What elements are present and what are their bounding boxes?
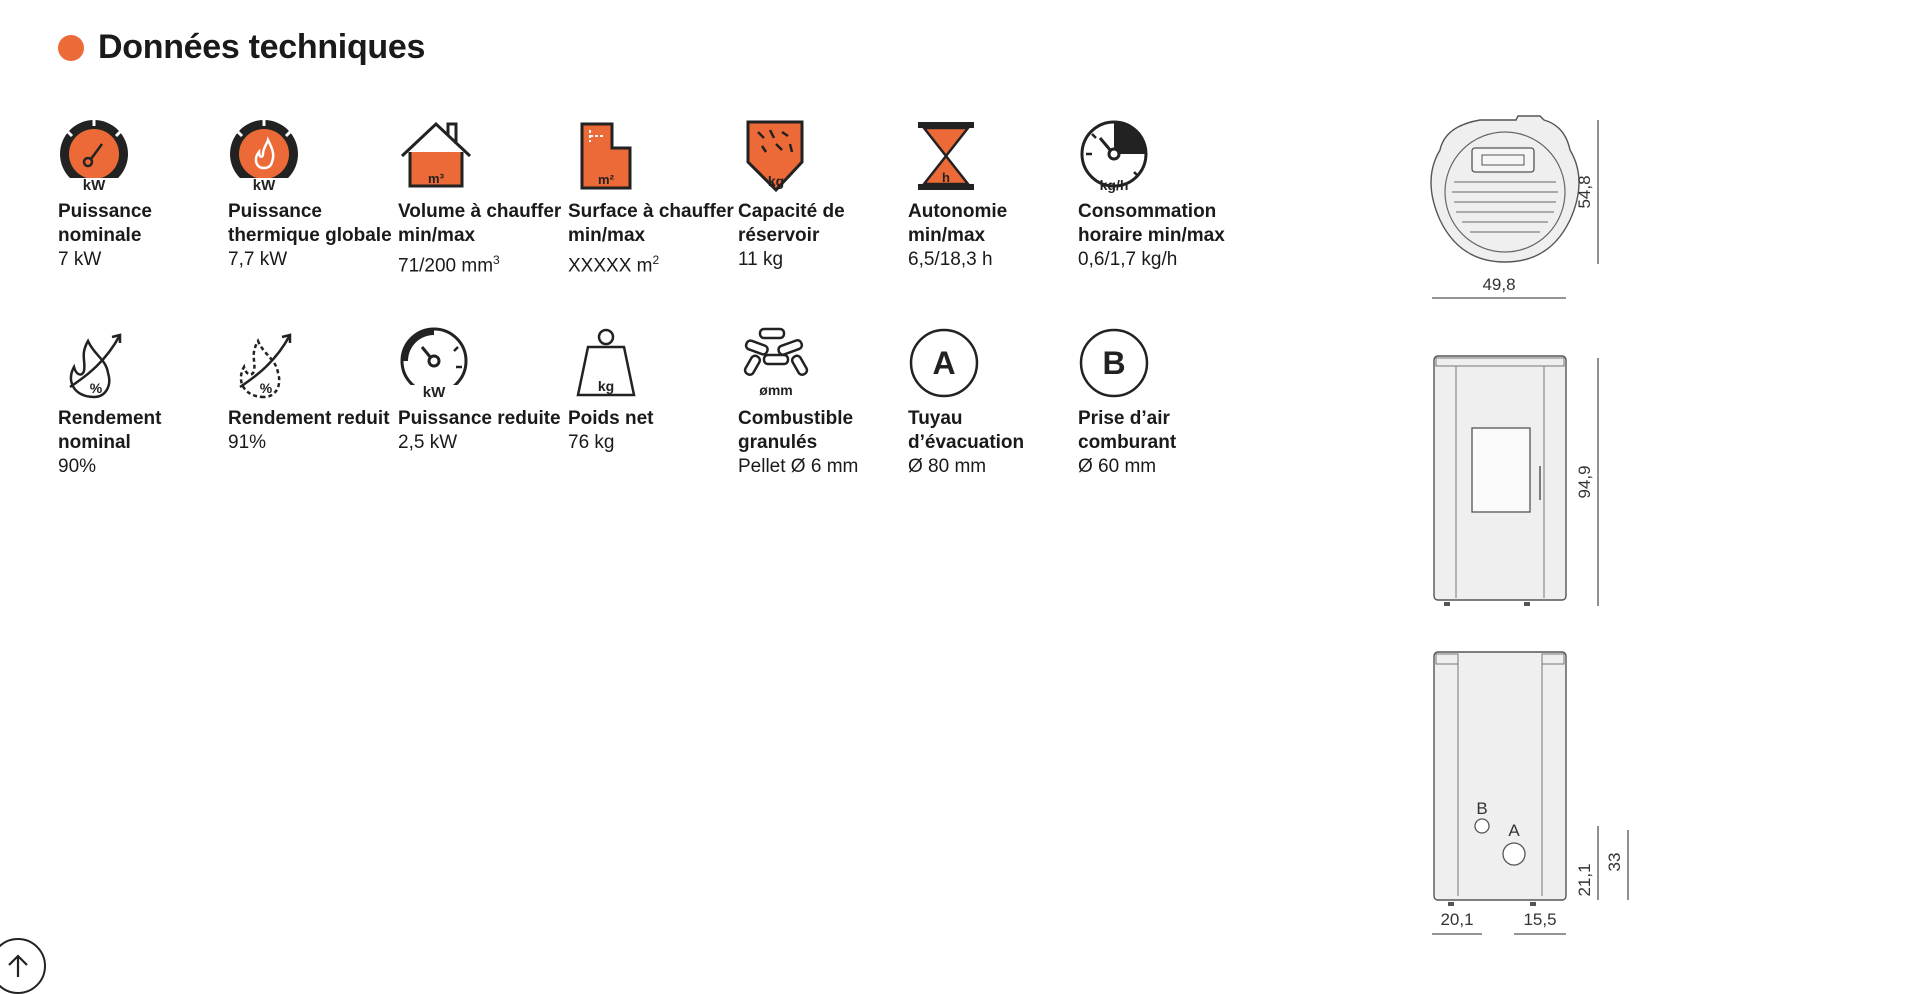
spec-label: Poids net xyxy=(568,408,654,429)
spec-value: 7 kW xyxy=(58,249,102,270)
spec-label: Puissance reduite xyxy=(398,408,561,429)
spec-label: Combustible granulés xyxy=(738,408,854,453)
front-view-drawing xyxy=(1434,356,1598,606)
svg-text:kW: kW xyxy=(422,384,446,401)
spec-value: 90% xyxy=(58,456,97,477)
letter-b-circle-icon xyxy=(1078,325,1154,401)
top-view-depth: 54,8 xyxy=(1575,175,1594,209)
spec-label: Rendement reduit xyxy=(228,408,390,429)
svg-text:ømm: ømm xyxy=(759,382,793,398)
spec-label: Rendement nominal xyxy=(58,408,162,453)
arrow-up-icon xyxy=(5,953,31,979)
back-view-height-a: 33 xyxy=(1605,852,1624,872)
back-view-height-b: 21,1 xyxy=(1575,863,1594,897)
svg-text:kW: kW xyxy=(252,177,276,194)
hopper-icon xyxy=(738,118,814,194)
consumption-gauge-icon xyxy=(1078,118,1154,194)
top-view-drawing xyxy=(1431,116,1598,298)
stove-drawings xyxy=(1420,110,1650,940)
back-view-offset-right: 15,5 xyxy=(1523,910,1557,929)
back-view-offset-left: 20,1 xyxy=(1440,910,1474,929)
scroll-to-top-button[interactable] xyxy=(0,938,46,994)
power-gauge-icon xyxy=(58,118,134,194)
spec-label: Capacité de réservoir xyxy=(738,201,845,246)
hourglass-icon xyxy=(908,118,984,194)
svg-text:kg: kg xyxy=(767,173,785,189)
spec-value: 2,5 kW xyxy=(398,432,458,453)
svg-text:h: h xyxy=(942,170,950,185)
spec-item xyxy=(738,118,908,300)
spec-value: 0,6/1,7 kg/h xyxy=(1078,249,1178,270)
svg-text:B: B xyxy=(1102,345,1126,381)
flame-gauge-icon xyxy=(228,118,304,194)
svg-text:kg: kg xyxy=(597,378,615,394)
spec-value: 11 kg xyxy=(738,249,784,270)
spec-label: Puissance thermique globale xyxy=(228,201,392,246)
reduced-efficiency-flame-icon xyxy=(228,325,304,401)
page-title: Données techniques xyxy=(98,28,426,66)
spec-value: Ø 60 mm xyxy=(1078,456,1157,477)
back-view-label-b: B xyxy=(1476,799,1488,818)
spec-item xyxy=(568,118,738,300)
spec-label: Puissance nominale xyxy=(58,201,152,246)
svg-text:kW: kW xyxy=(82,177,106,194)
svg-text:%: % xyxy=(259,380,273,396)
spec-item xyxy=(738,325,908,479)
spec-item xyxy=(908,118,1078,300)
specs-grid xyxy=(58,118,1248,300)
top-view-width: 49,8 xyxy=(1482,275,1516,294)
back-view-drawing xyxy=(1432,652,1628,934)
technical-drawings xyxy=(1420,110,1650,940)
svg-text:A: A xyxy=(932,345,956,381)
spec-value: 6,5/18,3 h xyxy=(908,249,993,270)
spec-item xyxy=(1078,118,1248,300)
spec-item xyxy=(58,325,228,479)
spec-value: Pellet Ø 6 mm xyxy=(738,456,859,477)
spec-label: Consommation horaire min/max xyxy=(1078,201,1225,246)
accent-dot xyxy=(58,35,84,61)
efficiency-flame-icon xyxy=(58,325,134,401)
spec-value: 71/200 $mm^3$ xyxy=(398,253,500,277)
back-view-label-a: A xyxy=(1508,821,1520,840)
pellets-icon xyxy=(738,325,814,401)
specs-grid-row-2 xyxy=(58,325,1248,479)
spec-item xyxy=(568,325,738,479)
svg-text:m²: m² xyxy=(598,172,614,187)
spec-item xyxy=(398,118,568,300)
svg-text:m³: m³ xyxy=(428,171,444,186)
floor-plan-icon xyxy=(568,118,644,194)
spec-item xyxy=(58,118,228,300)
front-view-height: 94,9 xyxy=(1575,465,1594,499)
spec-value: 7,7 kW xyxy=(228,249,288,270)
section-header xyxy=(58,28,425,67)
spec-label: Tuyau d’évacuation xyxy=(908,408,1025,453)
spec-item xyxy=(1078,325,1248,479)
spec-label: Autonomie min/max xyxy=(908,201,1008,246)
spec-item xyxy=(908,325,1078,479)
spec-label: Surface à chauffer min/max xyxy=(568,201,734,246)
reduced-power-gauge-icon xyxy=(398,325,474,401)
spec-item xyxy=(398,325,568,479)
spec-label: Volume à chauffer min/max xyxy=(398,201,562,246)
spec-value: Ø 80 mm xyxy=(908,456,987,477)
svg-text:kg/h: kg/h xyxy=(1099,177,1129,193)
spec-value: XXXXX $m^2$ xyxy=(568,253,660,277)
spec-value: 91% xyxy=(228,432,267,453)
house-icon xyxy=(398,118,474,194)
spec-label: Prise d’air comburant xyxy=(1078,408,1177,453)
spec-item xyxy=(228,118,398,300)
letter-a-circle-icon xyxy=(908,325,984,401)
spec-item xyxy=(228,325,398,479)
svg-text:%: % xyxy=(89,380,103,396)
weight-icon xyxy=(568,325,644,401)
spec-value: 76 kg xyxy=(568,432,615,453)
